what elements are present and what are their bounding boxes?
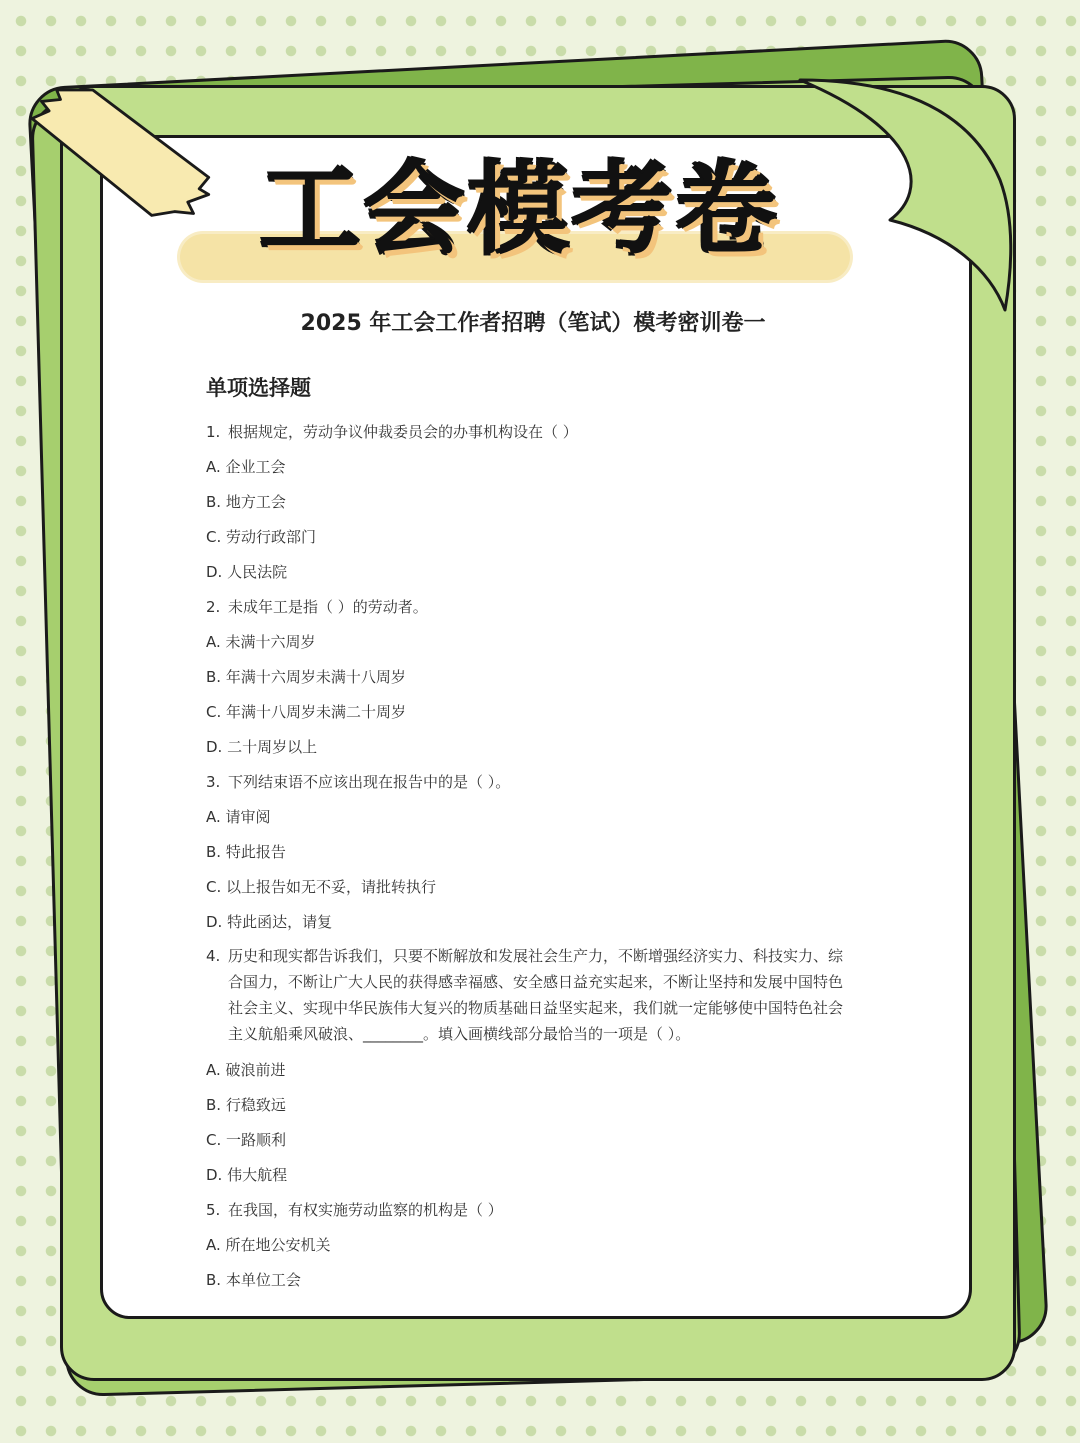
question-number: 5.: [206, 1201, 221, 1219]
option: C. 一路顺利: [206, 1131, 287, 1149]
option: D. 特此函达，请复: [206, 913, 333, 931]
question-text: 未成年工是指（ ）的劳动者。: [228, 598, 428, 616]
question-text: 历史和现实都告诉我们，只要不断解放和发展社会生产力，不断增强经济实力、科技实力、综合国力，不断让广大人民的获得感幸福感、安全感日益充实起来，不断让坚持和发展中国特色社会主义、实现中华民族伟大复兴的物质基础日益坚实起来，我们就一定能够使中国特色社会主义航船乘风破浪、________。填入画横线部分最恰当的一项是（ ）。: [228, 947, 844, 1043]
option: A. 破浪前进: [206, 1061, 286, 1079]
page-subtitle: 2025 年工会工作者招聘（笔试）模考密训卷一: [300, 311, 766, 336]
option: A. 所在地公安机关: [206, 1236, 331, 1254]
question-2: [206, 593, 856, 628]
question-3: [206, 768, 856, 803]
option: B. 地方工会: [206, 493, 286, 511]
question-text: 根据规定，劳动争议仲裁委员会的办事机构设在（ ）: [228, 423, 578, 441]
question-text: 在我国，有权实施劳动监察的机构是（ ）: [228, 1201, 503, 1219]
question-number: 4.: [206, 947, 221, 965]
question-5: [206, 1196, 856, 1231]
section-title: 单项选择题: [206, 376, 311, 400]
option: B. 行稳致远: [206, 1096, 286, 1114]
question-text: 下列结束语不应该出现在报告中的是（ ）。: [228, 773, 511, 791]
option: C. 以上报告如无不妥，请批转执行: [206, 878, 437, 896]
question-1: [206, 418, 856, 453]
option: B. 年满十六周岁未满十八周岁: [206, 668, 406, 686]
option: A. 请审阅: [206, 808, 271, 826]
option: D. 人民法院: [206, 563, 288, 581]
question-4: [206, 943, 856, 1047]
option: D. 二十周岁以上: [206, 738, 318, 756]
question-number: 2.: [206, 598, 221, 616]
option: B. 本单位工会: [206, 1271, 301, 1289]
question-number: 1.: [206, 423, 221, 441]
title-block: [180, 150, 860, 290]
option: D. 伟大航程: [206, 1166, 288, 1184]
option: A. 企业工会: [206, 458, 286, 476]
option: C. 年满十八周岁未满二十周岁: [206, 703, 407, 721]
page-title: 工会模考卷: [260, 151, 780, 268]
option: B. 特此报告: [206, 843, 286, 861]
question-number: 3.: [206, 773, 221, 791]
option: C. 劳动行政部门: [206, 528, 317, 546]
option: A. 未满十六周岁: [206, 633, 316, 651]
question-list: [206, 418, 856, 1301]
